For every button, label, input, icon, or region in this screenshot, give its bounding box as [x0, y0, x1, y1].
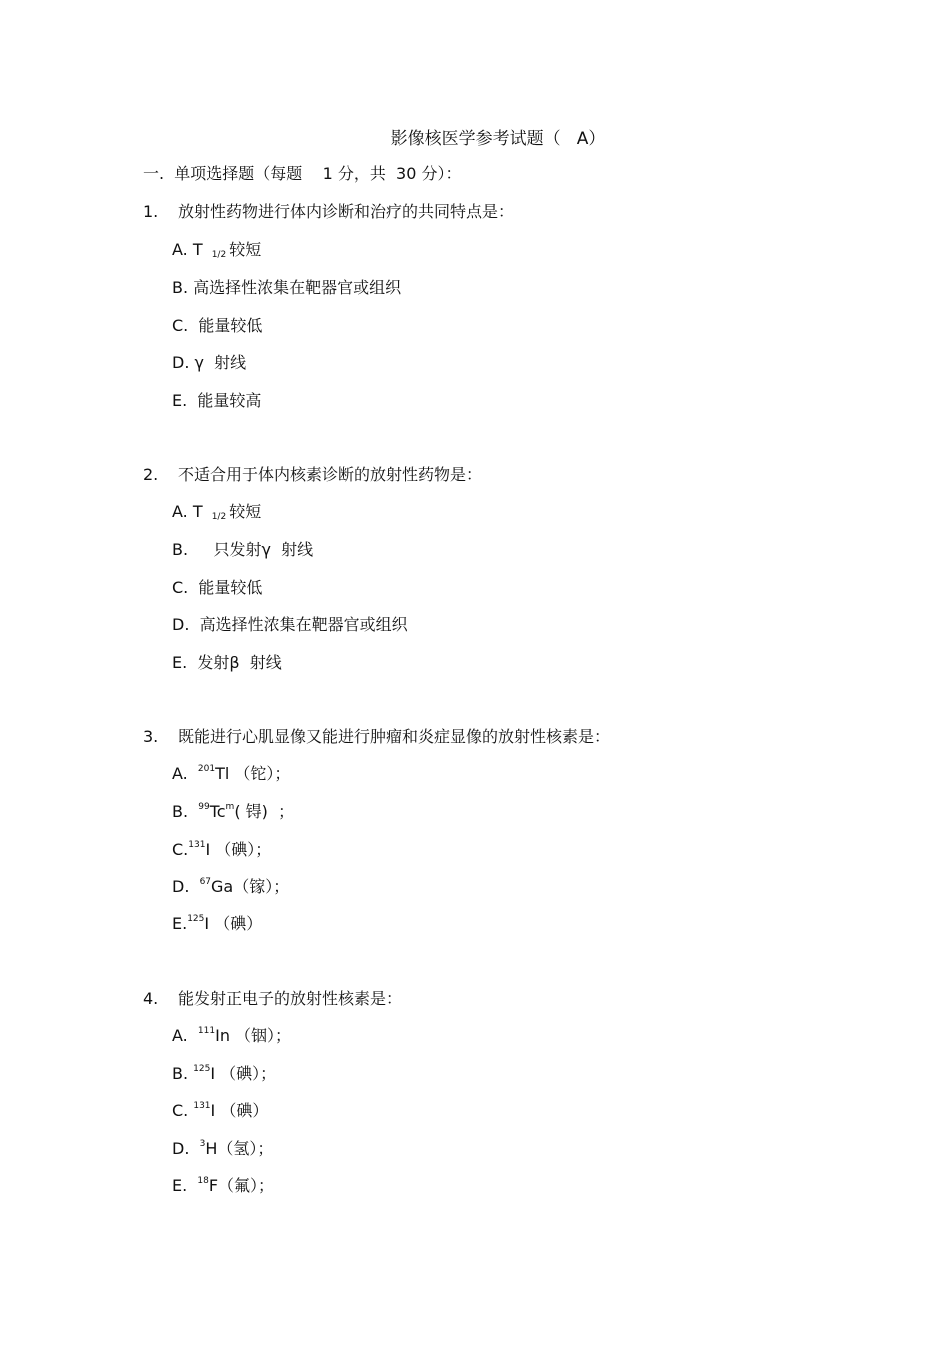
option-text: In （铟）； [215, 1026, 292, 1045]
superscript: 125 [187, 914, 205, 924]
subscript: 1/2 [211, 250, 227, 260]
option-label: D. [172, 877, 200, 896]
option-3d [172, 874, 289, 897]
option-text: I （碘）； [205, 840, 272, 859]
option-2b: B. 只发射γ 射线 [172, 540, 314, 559]
option-3b [172, 799, 294, 822]
question-4 [143, 986, 402, 1009]
superscript: m [225, 802, 235, 812]
option-text: ( 锝) ； [234, 802, 295, 821]
question-number: 1. [143, 202, 159, 221]
question-text: 能发射正电子的放射性核素是： [178, 989, 403, 1008]
option-text: Ga（镓）； [211, 877, 290, 896]
option-4a [172, 1023, 291, 1046]
option-label: C. [172, 840, 189, 859]
option-3a [172, 761, 290, 784]
question-text: 既能进行心肌显像又能进行肿瘤和炎症显像的放射性核素是： [178, 727, 611, 746]
option-text: 较短 [229, 502, 262, 521]
superscript: 131 [193, 1101, 211, 1111]
option-label: E. [172, 914, 188, 933]
option-1a [172, 237, 261, 260]
option-1c: C. 能量较低 [172, 316, 263, 335]
option-2d: D. 高选择性浓集在靶器官或组织 [172, 615, 408, 634]
option-label: D. [172, 1139, 200, 1158]
superscript: 18 [197, 1176, 209, 1186]
question-number: 2. [143, 465, 159, 484]
option-2e: E. 发射β 射线 [172, 653, 282, 672]
option-text: I （碘） [204, 914, 263, 933]
option-1e: E. 能量较高 [172, 391, 262, 410]
superscript: 201 [197, 764, 216, 774]
option-2a [172, 499, 261, 522]
superscript: 125 [193, 1064, 211, 1074]
option-4e [172, 1173, 274, 1196]
option-3c [172, 837, 271, 860]
question-text: 放射性药物进行体内诊断和治疗的共同特点是： [178, 202, 515, 221]
option-3e [172, 911, 262, 934]
superscript: 111 [197, 1026, 216, 1036]
superscript: 131 [188, 840, 206, 850]
option-label: A. [172, 1026, 198, 1045]
option-text: I （碘） [210, 1101, 269, 1120]
option-1b: B. 高选择性浓集在靶器官或组织 [172, 278, 402, 297]
question-3 [143, 724, 610, 747]
question-2 [143, 462, 482, 485]
question-number: 4. [143, 989, 159, 1008]
page-title: 影像核医学参考试题（ A） [390, 129, 606, 149]
option-label: C. [172, 1101, 194, 1120]
option-text: I （碘）； [210, 1064, 277, 1083]
option-label: B. [172, 802, 199, 821]
option-text: Tl （铊）； [215, 764, 291, 783]
option-label: A. T [172, 502, 208, 521]
option-4b [172, 1061, 276, 1084]
option-label: E. [172, 1176, 198, 1195]
subscript: 1/2 [211, 512, 227, 522]
option-text: H（氢）； [205, 1139, 274, 1158]
option-4d [172, 1136, 273, 1159]
option-label: A. [172, 764, 198, 783]
question-text: 不适合用于体内核素诊断的放射性药物是： [178, 465, 483, 484]
option-element: Tc [209, 802, 226, 821]
option-2c: C. 能量较低 [172, 578, 263, 597]
section-header: 一. 单项选择题（每题 1 分，共 30 分）： [143, 164, 462, 183]
option-1d: D. γ 射线 [172, 353, 247, 372]
superscript: 3 [199, 1139, 206, 1149]
option-text: 较短 [229, 240, 262, 259]
superscript: 67 [199, 877, 212, 887]
question-number: 3. [143, 727, 159, 746]
question-1 [143, 199, 514, 222]
option-text: F（氟）； [208, 1176, 275, 1195]
option-label: B. [172, 1064, 194, 1083]
option-label: A. T [172, 240, 208, 259]
option-4c [172, 1098, 268, 1121]
superscript: 99 [198, 802, 210, 812]
